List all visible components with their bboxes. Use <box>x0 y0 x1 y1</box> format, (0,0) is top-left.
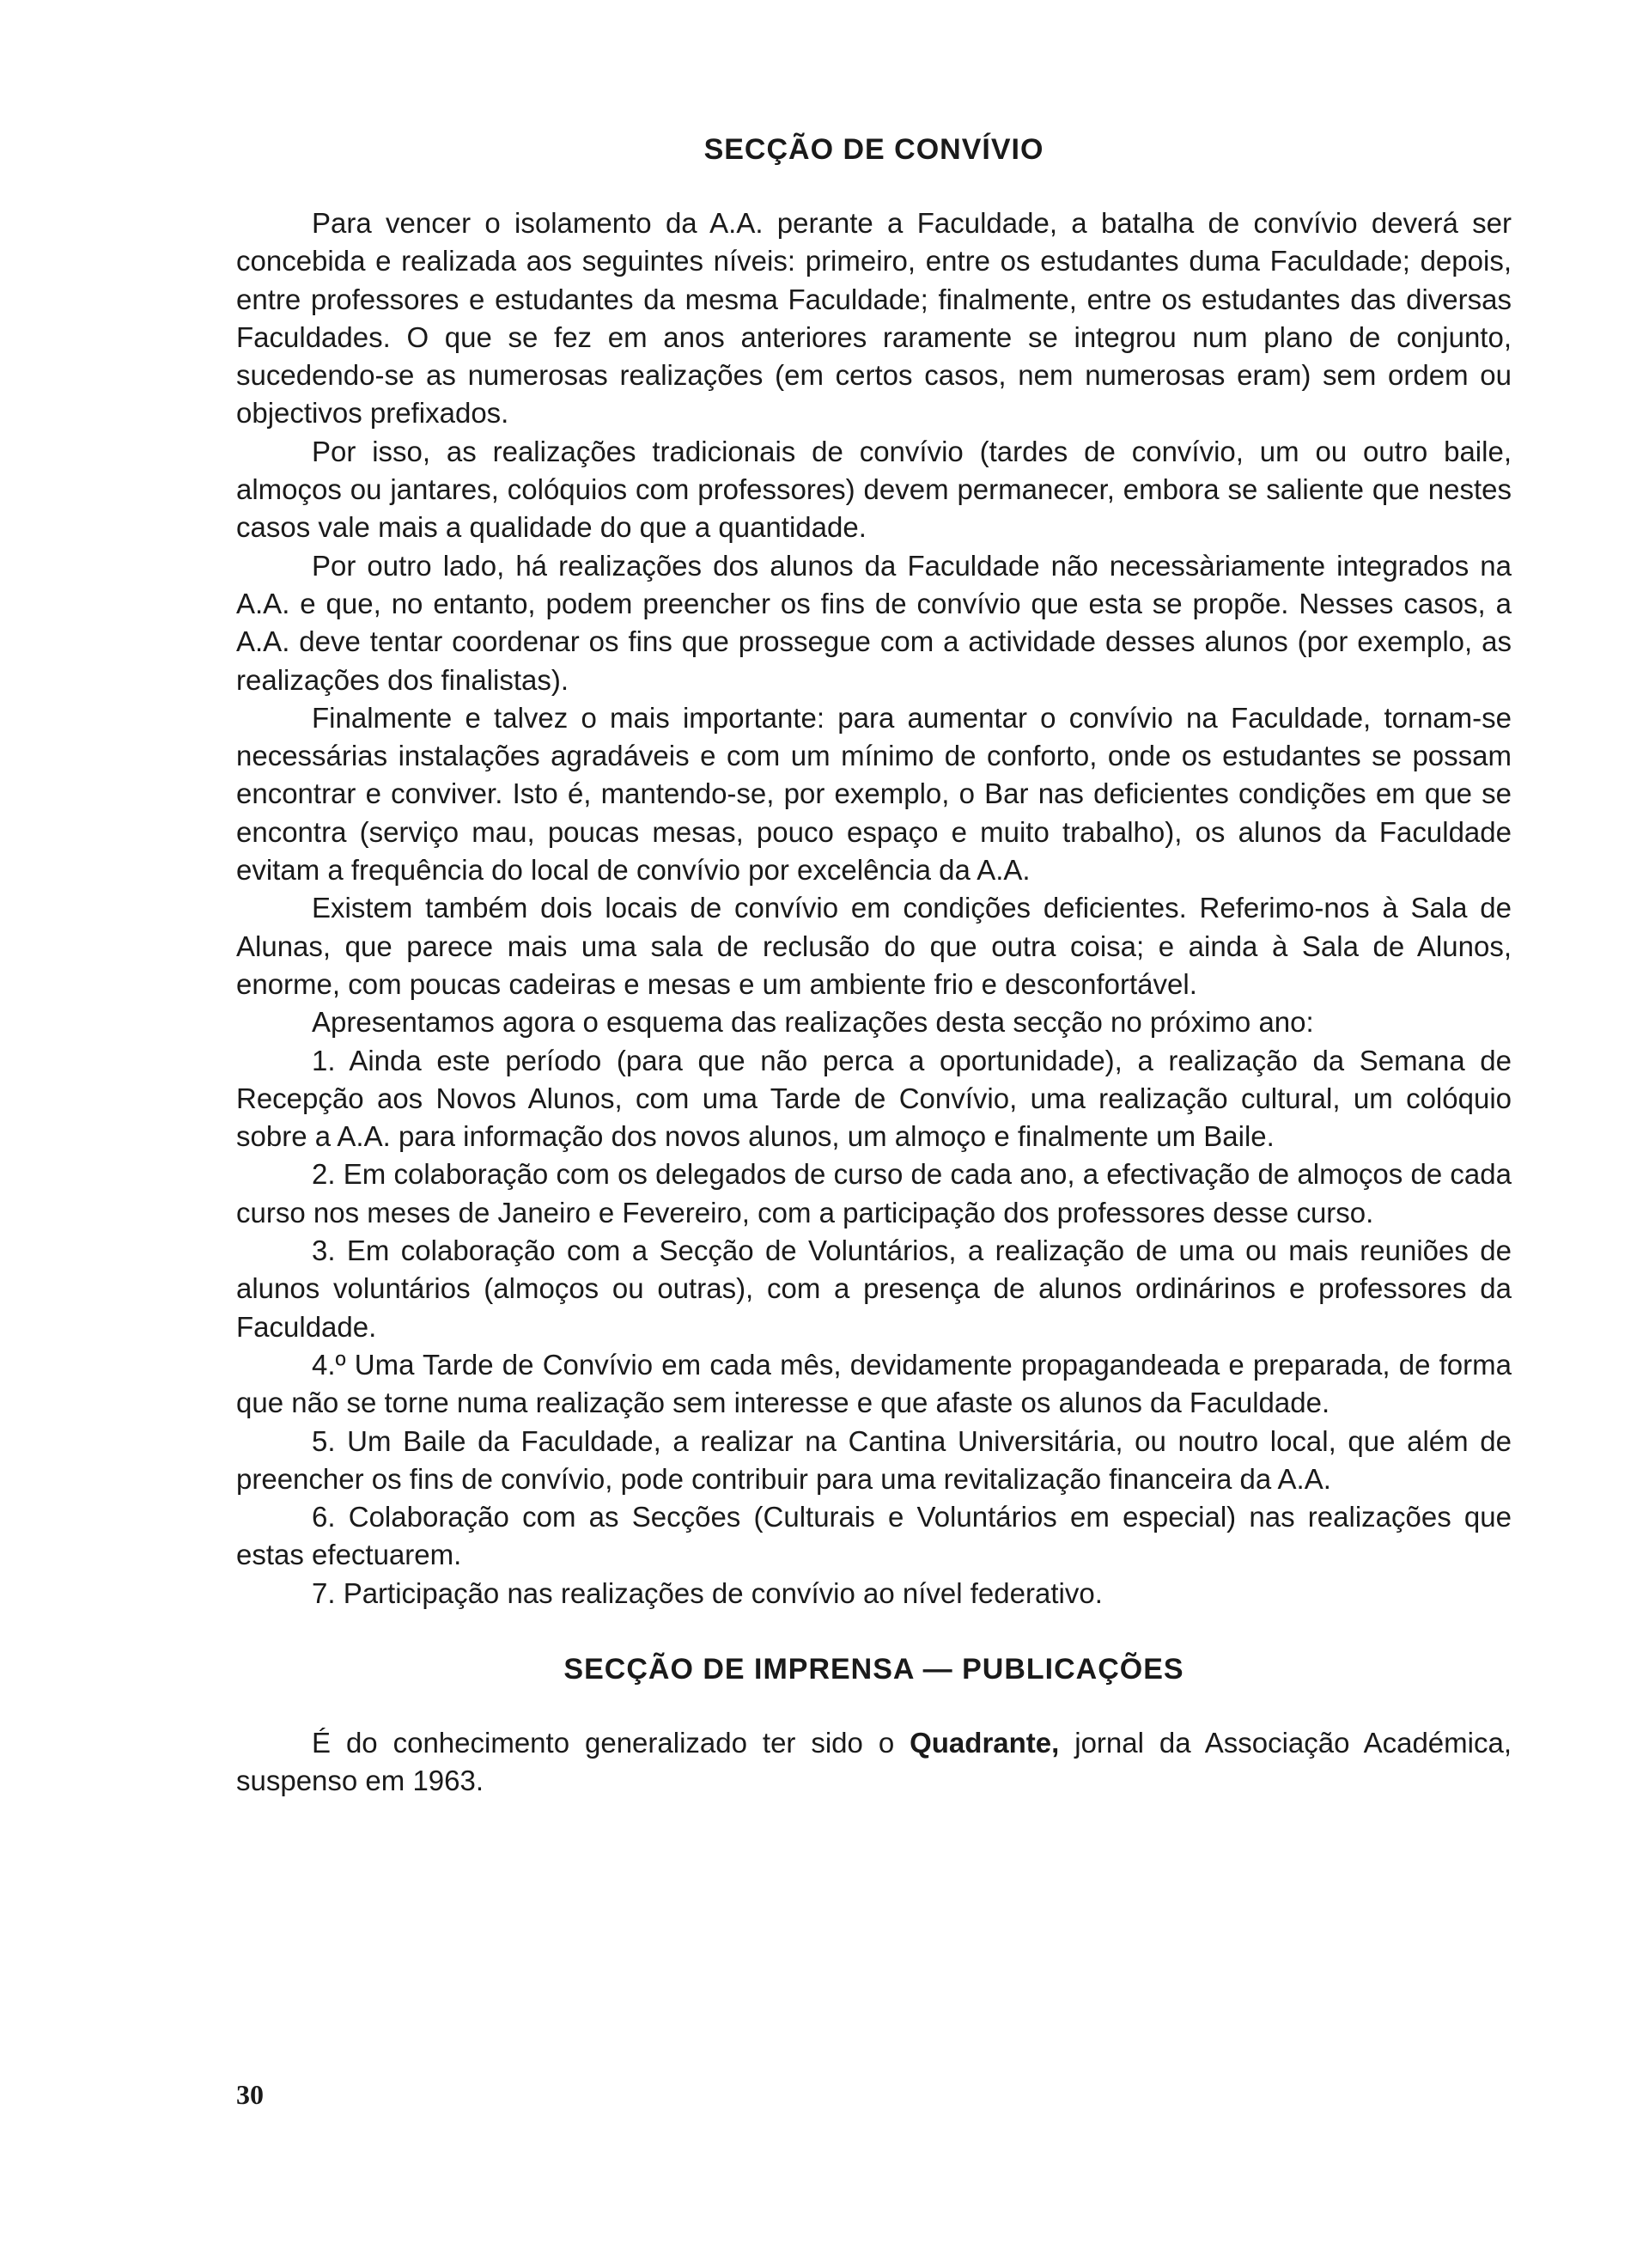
paragraph-quadrante <box>236 1724 1512 1801</box>
section-title-convivio: SECÇÃO DE CONVÍVIO <box>703 133 1044 166</box>
list-item-5: 5. Um Baile da Faculdade, a realizar na Cantina Universitária, ou noutro local, que além de preencher os fins de convívio, pode contribuir para uma revitalização financeira da A.A. <box>236 1424 1512 1495</box>
paragraph-por-outro-lado: Por outro lado, há realizações dos alunos da Faculdade não necessàriamente integrados na A.A. e que, no entanto, podem preencher os fins de convívio que esta se propõe. Nesses casos, a A.A. deve tentar coordenar os fins que prossegue com a actividade desses alunos (por exemplo, as realizações dos finalistas). <box>236 549 1512 696</box>
paragraph-isolamento: Para vencer o isolamento da A.A. perante a Faculdade, a batalha de convívio deverá ser concebida e realizada aos seguintes níveis: primeiro, entre os estudantes duma Faculdade; depois, entre professores e estudantes da mesma Faculdade; finalmente, entre os estudantes das diversas Faculdades. O que se fez em anos anteriores raramente se integrou num plano de conjunto, sucedendo-se as numerosas realizações (em certos casos, nem numerosas eram) sem ordem ou objectivos prefixados. <box>236 207 1512 430</box>
paragraph-existem-tambem: Existem também dois locais de convívio em condições deficientes. Referimo-nos à Sala de Alunas, que parece mais uma sala de reclusão do que outra coisa; e ainda à Sala de Alunos, enorme, com poucas cadeiras e mesas e um ambiente frio e desconfortável. <box>236 892 1512 1000</box>
quadrante-text-before: É do conhecimento generalizado ter sido o <box>312 1726 910 1759</box>
list-item-1: 1. Ainda este período (para que não perca a oportunidade), a realização da Semana de Recepção aos Novos Alunos, com uma Tarde de Convívio, uma realização cultural, um colóquio sobre a A.A. para informação dos novos alunos, um almoço e finalmente um Baile. <box>236 1044 1512 1153</box>
list-item-2: 2. Em colaboração com os delegados de curso de cada ano, a efectivação de almoços de cada curso nos meses de Janeiro e Fevereiro, com a participação dos professores desse curso. <box>236 1158 1512 1228</box>
paragraph-esquema-intro: Apresentamos agora o esquema das realizações desta secção no próximo ano: <box>312 1006 1314 1039</box>
document-page <box>236 129 1512 1801</box>
list-item-4: 4.º Uma Tarde de Convívio em cada mês, devidamente propagandeada e preparada, de forma que não se torne numa realização sem interesse e que afaste os alunos da Faculdade. <box>236 1348 1512 1419</box>
paragraph-por-isso: Por isso, as realizações tradicionais de convívio (tardes de convívio, um ou outro baile, almoços ou jantares, colóquios com professores) devem permanecer, embora se saliente que nestes casos vale mais a qualidade do que a quantidade. <box>236 435 1512 544</box>
section-title-imprensa: SECÇÃO DE IMPRENSA — PUBLICAÇÕES <box>563 1652 1184 1686</box>
page-number: 30 <box>236 2079 264 2110</box>
list-item-6: 6. Colaboração com as Secções (Culturais e Voluntários em especial) nas realizações que estas efectuarem. <box>236 1501 1512 1571</box>
quadrante-text-after: jornal da Associação Académica, suspenso em 1963. <box>236 1726 1512 1797</box>
paragraph-finalmente: Finalmente e talvez o mais importante: para aumentar o convívio na Faculdade, tornam-se necessárias instalações agradáveis e com um mínimo de conforto, onde os estudantes se possam encontrar e conviver. Isto é, mantendo-se, por exemplo, o Bar nas deficientes condições em que se encontra (serviço mau, poucas mesas, pouco espaço e muito trabalho), os alunos da Faculdade evitam a frequência do local de convívio por excelência da A.A. <box>236 701 1512 887</box>
list-item-7: 7. Participação nas realizações de convívio ao nível federativo. <box>312 1576 1103 1609</box>
list-item-3: 3. Em colaboração com a Secção de Voluntários, a realização de uma ou mais reuniões de alunos voluntários (almoços ou outras), com a presença de alunos ordinárinos e professores da Faculdade. <box>236 1235 1512 1343</box>
quadrante-name: Quadrante, <box>910 1726 1060 1759</box>
